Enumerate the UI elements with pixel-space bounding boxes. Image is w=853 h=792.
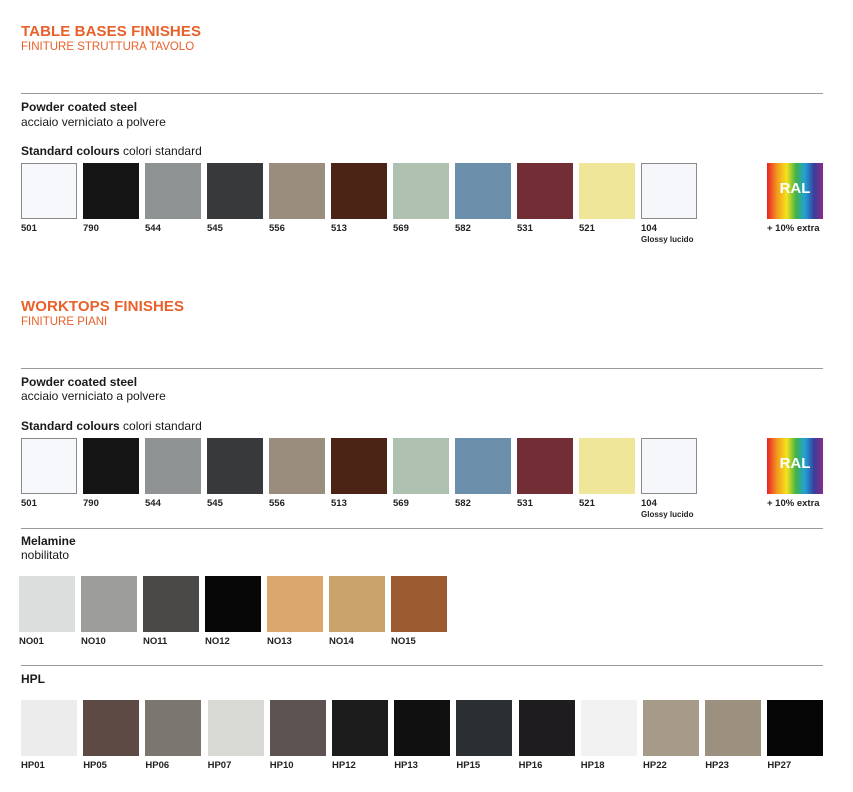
swatch-521[interactable] bbox=[579, 438, 635, 494]
ral-label: RAL bbox=[779, 180, 811, 197]
swatch-code: HP18 bbox=[580, 760, 605, 771]
standard-colours-label: Standard colours bbox=[21, 419, 120, 433]
swatch-code: HP01 bbox=[21, 760, 45, 771]
swatch-code: NO01 bbox=[19, 636, 44, 647]
swatch-code: 569 bbox=[393, 223, 409, 234]
table-bases-subtitle: FINITURE STRUTTURA TAVOLO bbox=[21, 41, 195, 53]
ral-swatch[interactable] bbox=[767, 163, 823, 219]
swatch-code: 513 bbox=[331, 498, 347, 509]
swatch-code: 556 bbox=[269, 223, 285, 234]
swatch-code: 501 bbox=[21, 498, 37, 509]
swatch-code: 513 bbox=[331, 223, 347, 234]
swatch-code: NO14 bbox=[329, 636, 354, 647]
swatch-code: 531 bbox=[517, 223, 533, 234]
swatch-code: HP12 bbox=[332, 760, 356, 771]
swatch-582[interactable] bbox=[455, 163, 511, 219]
swatch-501[interactable] bbox=[21, 163, 77, 219]
swatch-code: 544 bbox=[145, 498, 161, 509]
swatch-code: HP07 bbox=[207, 760, 232, 771]
swatch-556[interactable] bbox=[269, 163, 325, 219]
swatch-code: HP27 bbox=[767, 760, 792, 771]
swatch-code: 582 bbox=[455, 223, 471, 234]
worktops-subtitle: FINITURE PIANI bbox=[21, 316, 108, 328]
swatch-104[interactable] bbox=[641, 163, 697, 219]
swatch-code: HP16 bbox=[518, 760, 543, 771]
swatch-code: HP22 bbox=[643, 760, 667, 771]
standard-colours-sublabel: colori standard bbox=[123, 144, 202, 158]
swatch-no13[interactable] bbox=[267, 576, 323, 632]
swatch-code: 790 bbox=[83, 223, 99, 234]
swatch-code: 556 bbox=[269, 498, 285, 509]
swatch-513[interactable] bbox=[331, 163, 387, 219]
swatch-code: 104 Glossy lucido bbox=[641, 498, 694, 519]
swatch-531[interactable] bbox=[517, 163, 573, 219]
swatch-hp10[interactable] bbox=[270, 700, 326, 756]
swatch-code: HP23 bbox=[705, 760, 729, 771]
swatch-545[interactable] bbox=[207, 163, 263, 219]
swatch-hp06[interactable] bbox=[145, 700, 201, 756]
swatch-544[interactable] bbox=[145, 438, 201, 494]
swatch-521[interactable] bbox=[579, 163, 635, 219]
swatch-no14[interactable] bbox=[329, 576, 385, 632]
swatch-code: NO12 bbox=[205, 636, 230, 647]
swatch-hp18[interactable] bbox=[581, 700, 637, 756]
standard-colours-heading bbox=[21, 144, 202, 158]
swatch-code: 569 bbox=[393, 498, 409, 509]
ral-swatch[interactable] bbox=[767, 438, 823, 494]
ral-extra: + 10% extra bbox=[767, 498, 820, 509]
swatch-513[interactable] bbox=[331, 438, 387, 494]
swatch-hp22[interactable] bbox=[643, 700, 699, 756]
powder-label: Powder coated steel bbox=[21, 100, 138, 114]
swatch-no10[interactable] bbox=[81, 576, 137, 632]
swatch-531[interactable] bbox=[517, 438, 573, 494]
swatch-no01[interactable] bbox=[19, 576, 75, 632]
swatch-no15[interactable] bbox=[391, 576, 447, 632]
swatch-hp05[interactable] bbox=[83, 700, 139, 756]
swatch-582[interactable] bbox=[455, 438, 511, 494]
standard-colours-sublabel: colori standard bbox=[123, 419, 202, 433]
swatch-790[interactable] bbox=[83, 438, 139, 494]
swatch-code: 582 bbox=[455, 498, 471, 509]
swatch-hp01[interactable] bbox=[21, 700, 77, 756]
swatch-code: HP06 bbox=[145, 760, 170, 771]
powder-sublabel: acciaio verniciato a polvere bbox=[21, 115, 166, 129]
swatch-544[interactable] bbox=[145, 163, 201, 219]
table-bases-title: TABLE BASES FINISHES bbox=[21, 23, 202, 40]
swatch-code: 104 Glossy lucido bbox=[641, 223, 694, 244]
swatch-hp15[interactable] bbox=[456, 700, 512, 756]
swatch-104[interactable] bbox=[641, 438, 697, 494]
standard-colours-label: Standard colours bbox=[21, 144, 120, 158]
swatch-code: HP05 bbox=[83, 760, 107, 771]
worktops-title: WORKTOPS FINISHES bbox=[21, 298, 185, 315]
swatch-501[interactable] bbox=[21, 438, 77, 494]
divider bbox=[21, 528, 823, 529]
swatch-code: NO15 bbox=[391, 636, 416, 647]
swatch-code: 544 bbox=[145, 223, 161, 234]
swatch-569[interactable] bbox=[393, 163, 449, 219]
swatch-hp12[interactable] bbox=[332, 700, 388, 756]
powder-label: Powder coated steel bbox=[21, 375, 138, 389]
melamine-label: Melamine bbox=[21, 534, 76, 548]
ral-extra: + 10% extra bbox=[767, 223, 820, 234]
hpl-label: HPL bbox=[21, 672, 45, 686]
swatch-556[interactable] bbox=[269, 438, 325, 494]
divider bbox=[21, 665, 823, 666]
glossy-note: Glossy lucido bbox=[641, 235, 694, 244]
swatch-code: 521 bbox=[579, 498, 595, 509]
standard-colours-heading bbox=[21, 419, 202, 433]
swatch-code: HP13 bbox=[394, 760, 418, 771]
melamine-sublabel: nobilitato bbox=[21, 548, 70, 562]
swatch-no11[interactable] bbox=[143, 576, 199, 632]
ral-label: RAL bbox=[779, 455, 811, 472]
swatch-hp23[interactable] bbox=[705, 700, 761, 756]
swatch-hp07[interactable] bbox=[208, 700, 264, 756]
divider bbox=[21, 93, 823, 94]
swatch-code: 501 bbox=[21, 223, 37, 234]
powder-sublabel: acciaio verniciato a polvere bbox=[21, 389, 166, 403]
swatch-hp13[interactable] bbox=[394, 700, 450, 756]
swatch-code: 531 bbox=[517, 498, 533, 509]
swatch-code: 545 bbox=[207, 223, 223, 234]
swatch-code: HP10 bbox=[269, 760, 294, 771]
swatch-code: NO10 bbox=[81, 636, 106, 647]
swatch-code: 545 bbox=[207, 498, 223, 509]
swatch-code: NO11 bbox=[143, 636, 168, 647]
swatch-code: 521 bbox=[579, 223, 595, 234]
swatch-hp16[interactable] bbox=[519, 700, 575, 756]
swatch-code: 790 bbox=[83, 498, 99, 509]
divider bbox=[21, 368, 823, 369]
swatch-569[interactable] bbox=[393, 438, 449, 494]
swatch-no12[interactable] bbox=[205, 576, 261, 632]
swatch-code: HP15 bbox=[456, 760, 481, 771]
swatch-790[interactable] bbox=[83, 163, 139, 219]
swatch-545[interactable] bbox=[207, 438, 263, 494]
swatch-code: NO13 bbox=[267, 636, 292, 647]
glossy-note: Glossy lucido bbox=[641, 510, 694, 519]
swatch-hp27[interactable] bbox=[767, 700, 823, 756]
